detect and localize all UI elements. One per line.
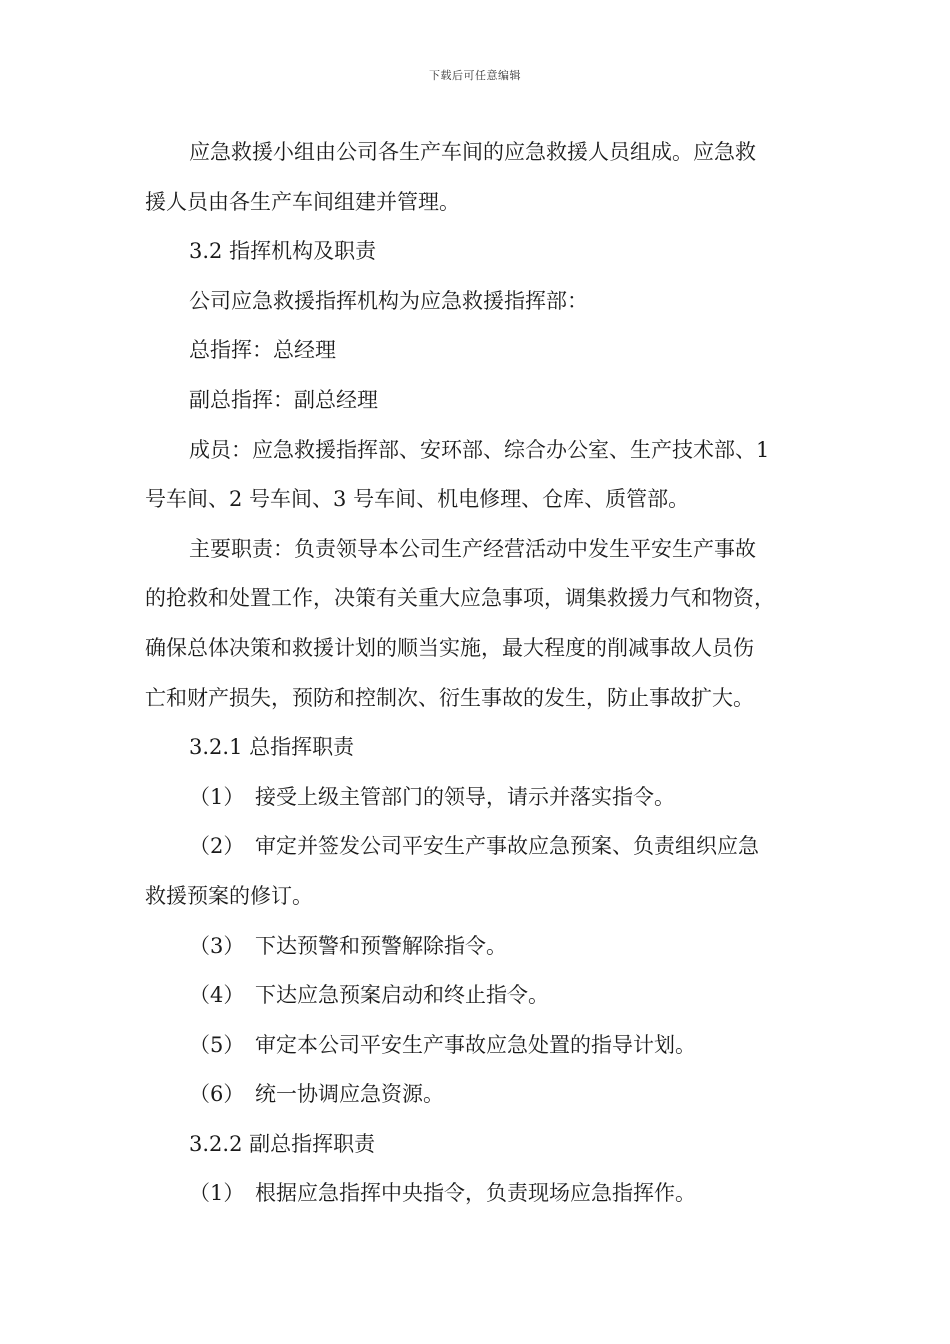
paragraph-line: 应急救援小组由公司各生产车间的应急救援人员组成。应急救 xyxy=(189,140,756,164)
list-item-number: （1） xyxy=(189,784,245,809)
paragraph-line: 亡和财产损失，预防和控制次、衍生事故的发生，防止事故扩大。 xyxy=(145,685,754,710)
list-item-number: （3） xyxy=(189,933,245,958)
paragraph-line: 成员：应急救援指挥部、安环部、综合办公室、生产技术部、1 xyxy=(189,437,770,462)
page-header: 下载后可任意编辑 xyxy=(429,69,521,82)
section-heading: 3.2 指挥机构及职责 xyxy=(189,239,377,264)
list-item xyxy=(145,1169,810,1219)
list-item xyxy=(145,1021,810,1071)
list-item-number: （6） xyxy=(189,1082,245,1107)
paragraph-line: 副总指挥：副总经理 xyxy=(189,387,378,412)
list-item-text: 下达应急预案启动和终止指令。 xyxy=(255,983,549,1008)
list-item xyxy=(145,971,810,1021)
list-item-text: 审定并签发公司平安生产事故应急预案、负责组织应急 xyxy=(255,834,759,859)
list-item-text: 接受上级主管部门的领导，请示并落实指令。 xyxy=(255,784,675,809)
list-item-text: 根据应急指挥中央指令，负责现场应急指挥作。 xyxy=(255,1181,696,1206)
list-item-number: （4） xyxy=(189,983,245,1008)
document-body xyxy=(145,128,810,1219)
paragraph-line: 总指挥：总经理 xyxy=(189,338,336,363)
list-item xyxy=(145,822,810,872)
list-item-number: （2） xyxy=(189,834,245,859)
list-item xyxy=(145,773,810,823)
paragraph-line: 主要职责：负责领导本公司生产经营活动中发生平安生产事故 xyxy=(189,536,756,561)
list-item-continuation: 救援预案的修订。 xyxy=(145,883,313,908)
list-item xyxy=(145,1070,810,1120)
list-item-text: 下达预警和预警解除指令。 xyxy=(255,933,507,958)
list-item-number: （5） xyxy=(189,1032,245,1057)
paragraph-line: 确保总体决策和救援计划的顺当实施，最大程度的削减事故人员伤 xyxy=(145,635,754,660)
paragraph-line: 的抢救和处置工作，决策有关重大应急事项，调集救援力气和物资， xyxy=(145,586,775,611)
list-item xyxy=(145,922,810,972)
list-item-number: （1） xyxy=(189,1181,245,1206)
subsection-heading: 3.2.2 副总指挥职责 xyxy=(189,1131,376,1156)
paragraph-line: 号车间、2 号车间、3 号车间、机电修理、仓库、质管部。 xyxy=(145,487,690,512)
list-item-text: 审定本公司平安生产事故应急处置的指导计划。 xyxy=(255,1032,696,1057)
list-item-text: 统一协调应急资源。 xyxy=(255,1082,444,1107)
subsection-heading: 3.2.1 总指挥职责 xyxy=(189,735,355,760)
paragraph-line: 援人员由各生产车间组建并管理。 xyxy=(145,189,460,214)
paragraph-line: 公司应急救援指挥机构为应急救援指挥部： xyxy=(189,288,588,313)
